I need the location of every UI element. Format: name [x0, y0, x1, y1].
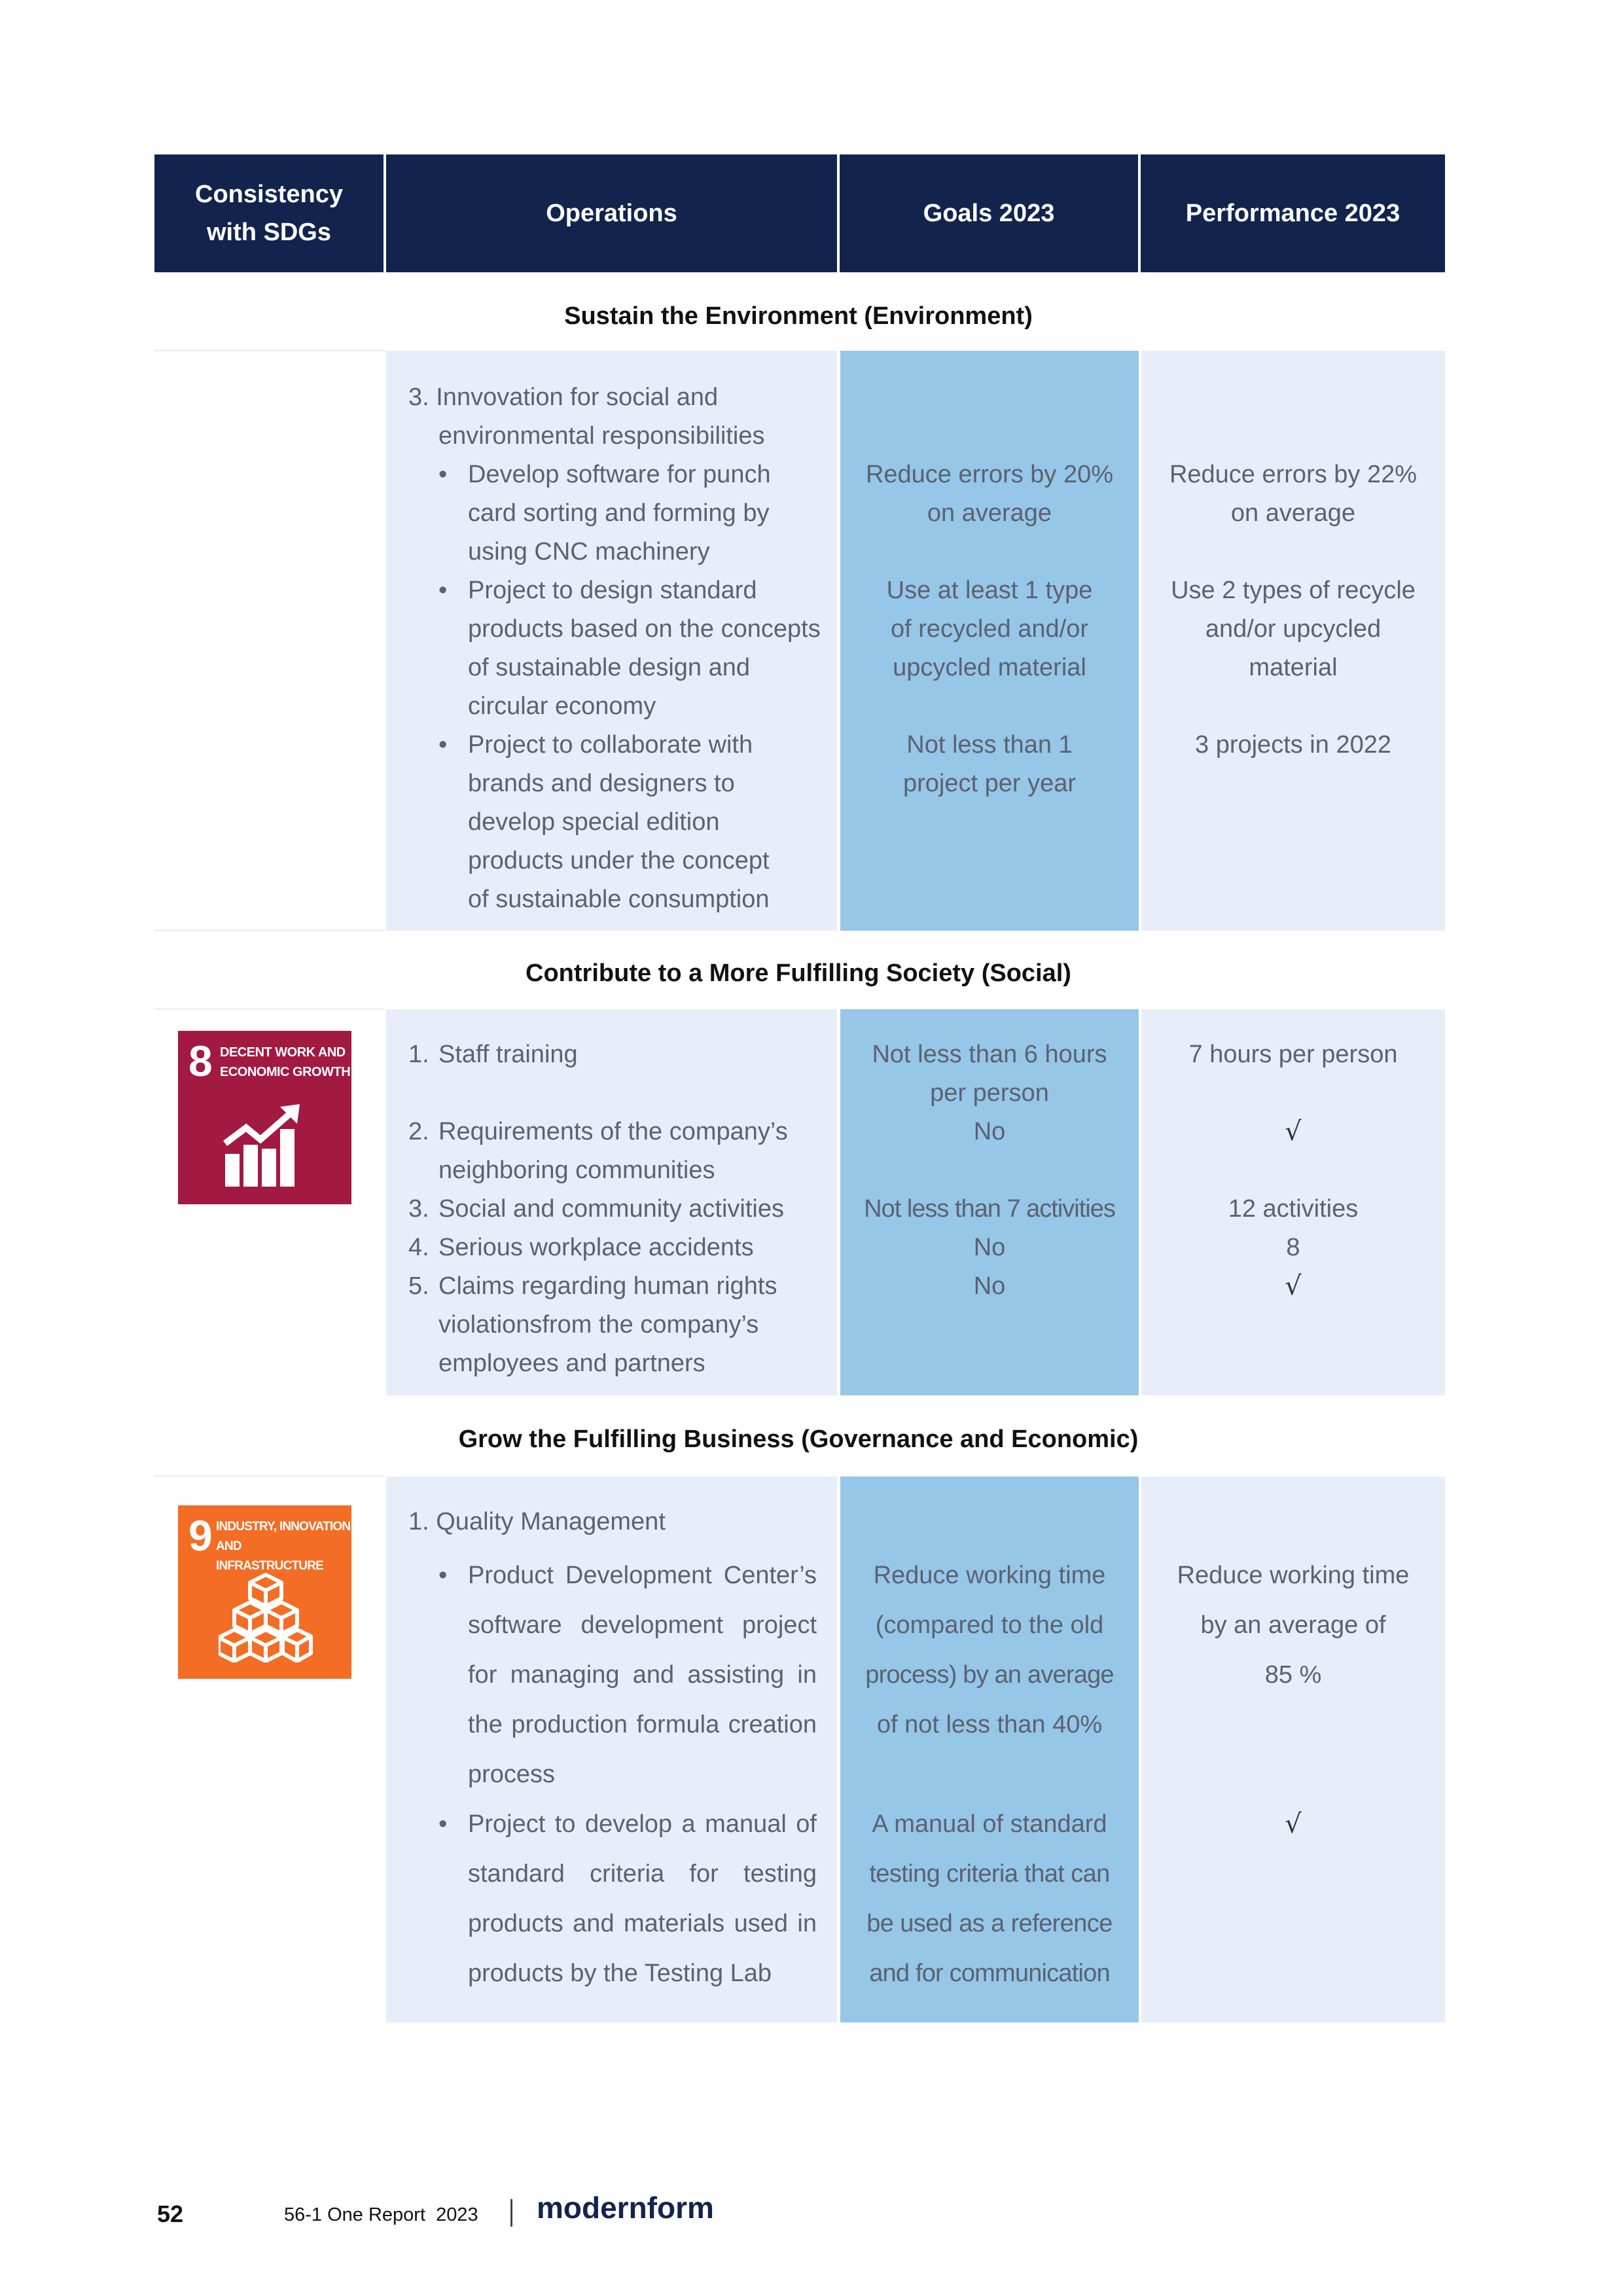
goal-line: Not less than 6 hours	[872, 1041, 1107, 1068]
goal-line: and for communication	[869, 1960, 1110, 1987]
operation-bullet	[408, 571, 827, 726]
bullet-line: of sustainable design and	[468, 654, 750, 681]
goals-text-governance	[840, 1551, 1139, 1998]
goal-line: upcycled material	[893, 654, 1086, 681]
list-item	[408, 1267, 827, 1383]
performance-line: Use 2 types of recycle	[1171, 577, 1416, 604]
sdg9-title: INDUSTRY, INNOVATION AND INFRASTRUCTURE	[216, 1520, 351, 1573]
bullet-line: process	[468, 1761, 556, 1788]
section-title-environment: Sustain the Environment (Environment)	[564, 302, 1033, 330]
performance-line: 3 projects in 2022	[1195, 731, 1391, 759]
section-title-governance: Grow the Fulfilling Business (Governance and Economic)	[458, 1426, 1139, 1453]
bullet-line: products based on the concepts	[468, 615, 821, 643]
check-icon: √	[1285, 1117, 1302, 1147]
bullet-line: circular economy	[468, 692, 656, 720]
performance-line: Reduce errors by 22%	[1169, 461, 1418, 488]
list-item	[408, 1190, 827, 1229]
item-line: Requirements of the company’s	[438, 1118, 788, 1145]
item-number: 1.	[408, 1041, 429, 1068]
list-item	[408, 1035, 827, 1074]
bullet-line: products by the Testing Lab	[468, 1960, 772, 1987]
operation-bullet	[408, 726, 827, 919]
goal-line: process) by an average	[865, 1661, 1114, 1689]
item-line: Claims regarding human rights	[438, 1272, 777, 1300]
bullet-line: Develop software for punch	[468, 461, 771, 488]
page-number: 52	[157, 2200, 184, 2227]
divider	[154, 929, 385, 931]
goals-text-environment	[840, 456, 1139, 803]
performance-text-environment	[1141, 456, 1445, 764]
goal-line: project per year	[902, 770, 1076, 797]
report-title: 56-1 One Report 2023	[284, 2204, 478, 2225]
goal-line: Use at least 1 type	[886, 577, 1093, 604]
goal-line: of recycled and/or	[890, 615, 1089, 643]
performance-line: 85 %	[1264, 1661, 1322, 1689]
item-number: 3.	[408, 1195, 429, 1223]
bullet-line: using CNC machinery	[468, 538, 710, 565]
bullet-line: of sustainable consumption	[468, 886, 770, 913]
performance-line: and/or upcycled	[1205, 615, 1382, 643]
bullet-line: software development project	[468, 1611, 817, 1639]
performance-text-governance	[1141, 1551, 1445, 1849]
goal-line: per person	[930, 1079, 1049, 1107]
list-item	[408, 1229, 827, 1267]
performance-line: 8	[1286, 1234, 1300, 1261]
bullet-line: products under the concept	[468, 847, 770, 874]
bullet-line: Project to develop a manual of	[468, 1810, 817, 1838]
performance-line: on average	[1230, 499, 1356, 527]
operations-text-governance	[408, 1503, 817, 1541]
goal-line: Not less than 7 activities	[864, 1195, 1115, 1223]
performance-line: by an average of	[1200, 1611, 1386, 1639]
goal-line: be used as a reference	[866, 1910, 1113, 1937]
check-icon: √	[1285, 1809, 1302, 1839]
bullet-line: brands and designers to	[468, 770, 735, 797]
bullet-line: the production formula creation	[468, 1711, 817, 1738]
header-goals: Goals 2023	[840, 154, 1138, 272]
item-line: employees and partners	[438, 1350, 705, 1377]
goal-line: (compared to the old	[875, 1611, 1104, 1639]
item-line: Serious workplace accidents	[438, 1234, 754, 1261]
operations-bullets-governance	[408, 1551, 817, 1998]
bullet-line: Product Development Center’s	[468, 1562, 817, 1589]
bullet-icon: •	[438, 1810, 448, 1838]
operation-heading: 3. Innvovation for social and	[408, 384, 719, 411]
bullet-line: products and materials used in	[468, 1910, 817, 1937]
bullet-line: Project to design standard	[468, 577, 757, 604]
bullet-line: standard criteria for testing	[468, 1860, 817, 1888]
brand-logo: modernform	[537, 2191, 714, 2225]
header-sdg: Consistency with SDGs	[154, 154, 383, 272]
performance-line: material	[1249, 654, 1338, 681]
performance-line: Reduce working time	[1177, 1562, 1410, 1589]
header-operations: Operations	[386, 154, 837, 272]
performance-text-social	[1141, 1035, 1445, 1306]
operation-heading: 1. Quality Management	[408, 1508, 666, 1535]
item-number: 2.	[408, 1118, 429, 1145]
bullet-icon: •	[438, 1562, 448, 1589]
bullet-icon: •	[438, 577, 448, 604]
goal-line: No	[973, 1272, 1006, 1300]
operation-bullet	[408, 1551, 817, 1799]
sdg9-number: 9	[188, 1511, 213, 1560]
sdg8-number: 8	[188, 1037, 213, 1085]
divider	[154, 1008, 385, 1010]
performance-line: 12 activities	[1228, 1195, 1359, 1223]
item-line: Staff training	[438, 1041, 578, 1068]
cubes-icon	[219, 1571, 313, 1662]
operation-bullet	[408, 456, 827, 571]
bullet-line: card sorting and forming by	[468, 499, 770, 527]
list-item	[408, 1113, 827, 1190]
bullet-line: develop special edition	[468, 808, 720, 836]
growth-chart-icon	[220, 1103, 305, 1188]
goal-line: No	[973, 1234, 1006, 1261]
operation-bullet	[408, 1799, 817, 1998]
item-line: violationsfrom the company’s	[438, 1311, 759, 1338]
goal-line: of not less than 40%	[876, 1711, 1103, 1738]
sdg8-title: DECENT WORK AND ECONOMIC GROWTH	[220, 1045, 351, 1079]
item-number: 4.	[408, 1234, 429, 1261]
goal-line: A manual of standard	[872, 1810, 1107, 1838]
item-line: Social and community activities	[438, 1195, 784, 1223]
goal-line: Reduce errors by 20%	[865, 461, 1114, 488]
operations-list-social	[408, 1035, 827, 1383]
header-performance: Performance 2023	[1141, 154, 1445, 272]
goal-line: No	[973, 1118, 1006, 1145]
item-line: neighboring communities	[438, 1157, 715, 1184]
sdg8-badge	[178, 1031, 351, 1204]
goal-line: Reduce working time	[873, 1562, 1106, 1589]
goal-line: on average	[927, 499, 1052, 527]
section-title-social: Contribute to a More Fulfilling Society (Social)	[526, 960, 1071, 987]
divider	[154, 1475, 385, 1477]
bullet-icon: •	[438, 461, 448, 488]
operation-heading: environmental responsibilities	[438, 422, 765, 450]
goal-line: Not less than 1	[906, 731, 1073, 759]
divider	[154, 350, 385, 351]
footer-divider	[510, 2199, 512, 2227]
goal-line: testing criteria that can	[869, 1860, 1110, 1888]
goals-text-social	[840, 1035, 1139, 1306]
operations-text-environment	[408, 378, 827, 919]
check-icon: √	[1285, 1271, 1302, 1301]
performance-line: 7 hours per person	[1188, 1041, 1398, 1068]
item-number: 5.	[408, 1272, 429, 1300]
bullet-icon: •	[438, 731, 448, 759]
bullet-line: for managing and assisting in	[468, 1661, 817, 1689]
sdg9-badge	[178, 1505, 351, 1679]
bullet-line: Project to collaborate with	[468, 731, 753, 759]
